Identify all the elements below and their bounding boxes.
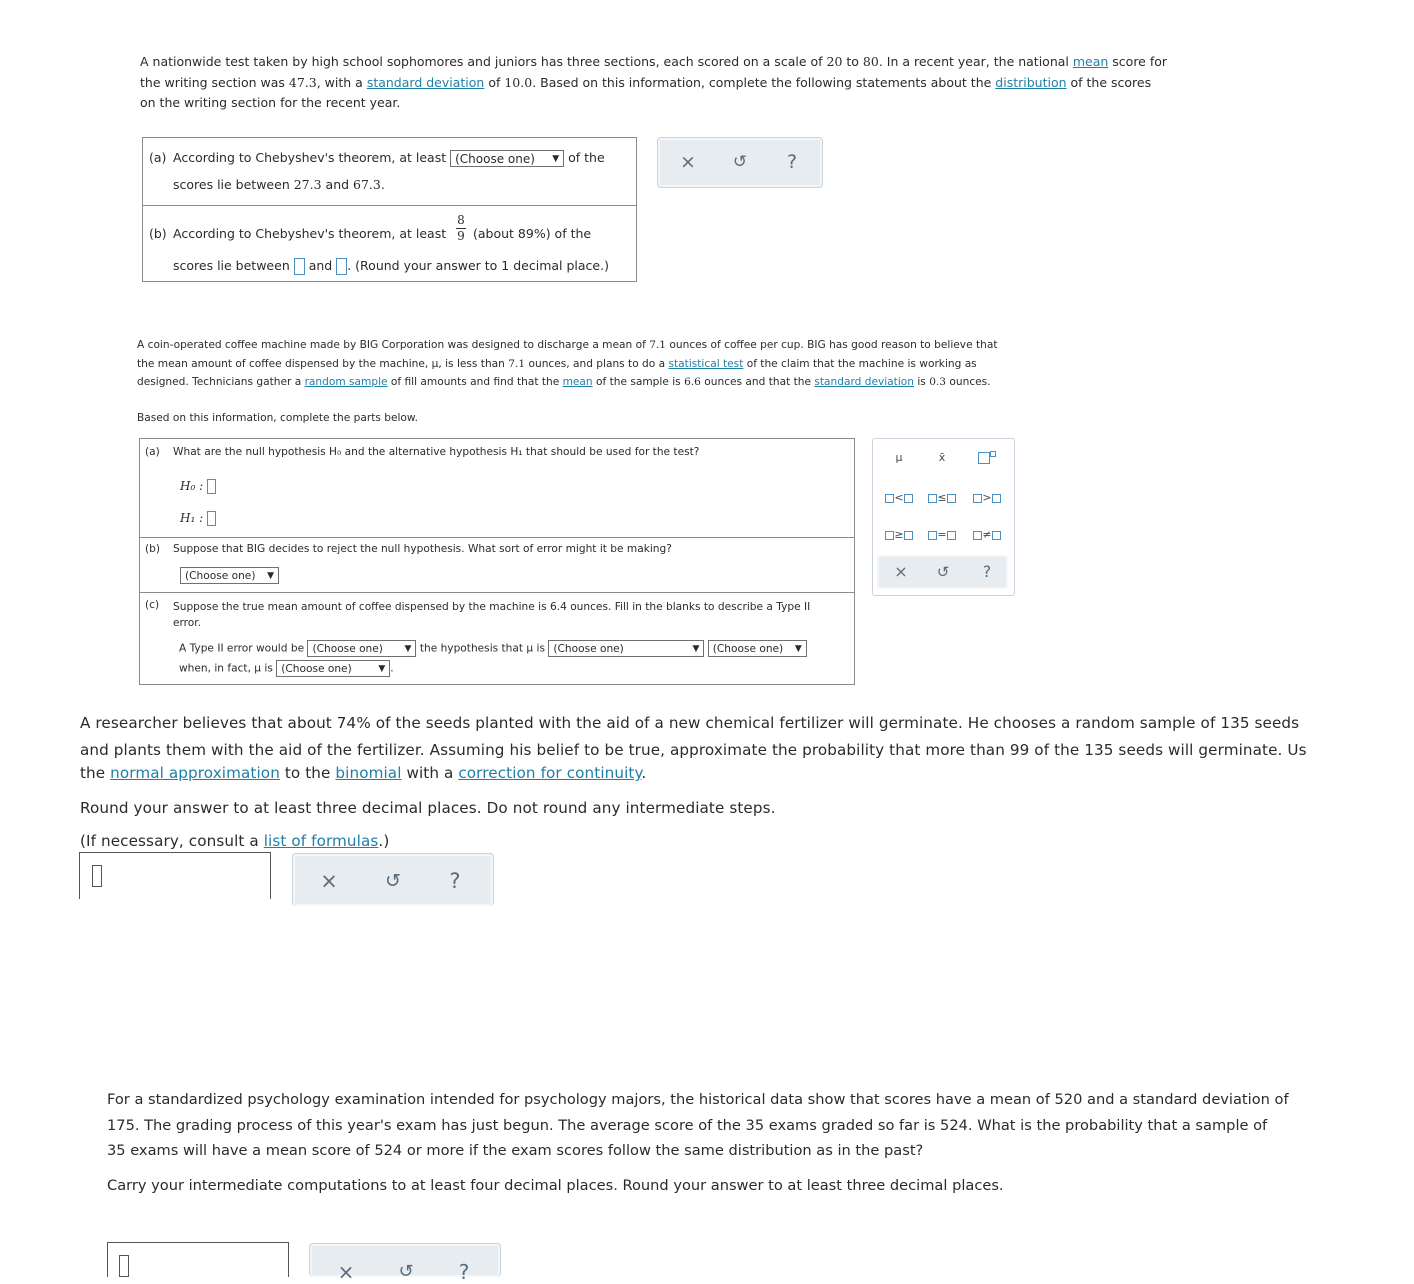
part-c-label: (c) bbox=[145, 599, 160, 611]
text: with a bbox=[401, 764, 459, 782]
intro-text: ounces and that the bbox=[700, 376, 815, 388]
h1-input[interactable] bbox=[207, 511, 216, 526]
type2-dropdown-action[interactable] bbox=[307, 640, 416, 657]
dropdown-value: (Choose one) bbox=[455, 152, 535, 166]
greater-than-symbol[interactable] bbox=[969, 491, 1005, 504]
part-a-statement: According to Chebyshev's theorem, at least bbox=[173, 150, 447, 165]
part-c-line1 bbox=[179, 640, 807, 657]
input-cursor-icon bbox=[119, 1255, 129, 1277]
part-c-line2 bbox=[179, 660, 394, 677]
divider bbox=[140, 592, 854, 593]
clear-icon[interactable]: × bbox=[894, 562, 908, 581]
distribution-link[interactable]: distribution bbox=[995, 74, 1067, 90]
correction-for-continuity-link[interactable]: correction for continuity bbox=[458, 764, 642, 782]
range-suffix: . bbox=[380, 177, 385, 192]
dropdown-value: (Choose one) bbox=[553, 643, 624, 655]
part-b-text: Suppose that BIG decides to reject the null hypothesis. What sort of error might it be making? bbox=[173, 543, 672, 555]
problem3-round: Round your answer to at least three decimal places. Do not round any intermediate steps. bbox=[80, 798, 776, 817]
part-b-label: (b) bbox=[145, 543, 160, 555]
intro-number: 10.0 bbox=[504, 74, 533, 90]
op-ne: ≠ bbox=[982, 528, 992, 541]
type2-text: A Type II error would be bbox=[179, 642, 305, 655]
dropdown-arrow-icon: ▼ bbox=[552, 154, 560, 164]
mean-link[interactable]: mean bbox=[562, 376, 593, 388]
problem3-line2: and plants them with the aid of the fertilizer. Assuming his belief to be true, approximate the probability that more than 99 of the 135 seeds will germinate. Us bbox=[80, 740, 1307, 759]
dropdown-value: (Choose one) bbox=[712, 643, 784, 655]
help-icon[interactable]: ? bbox=[449, 869, 461, 893]
text: .) bbox=[378, 832, 390, 850]
op-le: ≤ bbox=[937, 491, 947, 504]
range-high: 67.3 bbox=[353, 177, 381, 192]
op-eq: = bbox=[937, 528, 947, 541]
intro-text: . Based on this information, complete the following statements about the bbox=[532, 74, 996, 90]
problem2-based: Based on this information, complete the parts below. bbox=[137, 412, 418, 424]
intro-number: 80 bbox=[862, 54, 879, 69]
intro-number: 20 bbox=[826, 54, 843, 69]
round-instruction: . (Round your answer to 1 decimal place.) bbox=[347, 258, 609, 273]
intro-text: of the sample is bbox=[592, 376, 685, 388]
undo-icon[interactable]: ↺ bbox=[936, 563, 950, 581]
range-and: and bbox=[321, 177, 354, 192]
problem4-toolbar bbox=[309, 1243, 501, 1284]
part-c-text: Suppose the true mean amount of coffee dispensed by the machine is 6.4 ounces. Fill in the blanks to describe a Type II error. bbox=[173, 601, 811, 629]
part-b-dropdown[interactable] bbox=[180, 567, 279, 584]
undo-icon[interactable]: ↺ bbox=[732, 152, 748, 172]
text: (If necessary, consult a bbox=[80, 832, 264, 850]
range-text: scores lie between bbox=[173, 177, 294, 192]
problem1-answer-box bbox=[142, 137, 637, 282]
divider bbox=[143, 205, 636, 206]
undo-icon[interactable]: ↺ bbox=[385, 870, 401, 892]
part-b-text2: (about 89%) of the bbox=[473, 226, 592, 241]
intro-text: is bbox=[913, 376, 930, 388]
dropdown-value: (Choose one) bbox=[281, 663, 352, 675]
dropdown-value: (Choose one) bbox=[312, 643, 383, 655]
clear-icon[interactable]: × bbox=[337, 1260, 355, 1284]
h0-label: H₀ : bbox=[180, 479, 204, 493]
intro-text: A nationwide test taken by high school sophomores and juniors has three sections, each scored on a scale of bbox=[140, 54, 827, 69]
part-b-range bbox=[173, 258, 609, 275]
superscript-symbol[interactable] bbox=[969, 451, 1005, 464]
less-equal-symbol[interactable] bbox=[924, 491, 960, 504]
problem4-line1: For a standardized psychology examination intended for psychology majors, the historical data show that scores have a mean of 520 and a standard deviation of bbox=[107, 1091, 1289, 1108]
problem4-line3: 35 exams will have a mean score of 524 or more if the exam scores follow the same distribution as in the past? bbox=[107, 1142, 924, 1159]
part-a-text: What are the null hypothesis H₀ and the alternative hypothesis H₁ that should be used for the test? bbox=[173, 446, 700, 458]
problem3-toolbar bbox=[292, 853, 494, 906]
intro-text: of bbox=[484, 74, 505, 90]
type2-dropdown-relation[interactable] bbox=[548, 640, 704, 657]
part-a-label: (a) bbox=[149, 150, 167, 165]
statistical-test-link[interactable]: statistical test bbox=[668, 357, 744, 370]
part-a-statement-end: of the bbox=[568, 150, 605, 165]
problem2-symbol-palette bbox=[872, 438, 1015, 596]
intro-number: 7.1 bbox=[508, 357, 526, 370]
problem3-text bbox=[80, 712, 1305, 854]
intro-text: of the scores on the writing section for the recent year. bbox=[140, 74, 1152, 110]
h1-row bbox=[180, 511, 216, 526]
op-ge: ≥ bbox=[894, 528, 904, 541]
intro-number: 6.6 bbox=[684, 376, 701, 388]
undo-icon[interactable]: ↺ bbox=[398, 1261, 414, 1282]
part-b-dropdown-wrap bbox=[180, 567, 279, 584]
problem2-answer-box bbox=[139, 438, 855, 685]
standard-deviation-link[interactable]: standard deviation bbox=[814, 376, 914, 388]
help-icon[interactable]: ? bbox=[786, 151, 798, 173]
dropdown-arrow-icon: ▼ bbox=[794, 644, 802, 654]
not-equal-symbol[interactable] bbox=[969, 528, 1005, 541]
intro-number: 0.3 bbox=[929, 376, 947, 388]
intro-text: to bbox=[842, 54, 863, 69]
problem4-carry: Carry your intermediate computations to at least four decimal places. Round your answer to at least three decimal places. bbox=[107, 1176, 1004, 1194]
problem1-toolbar bbox=[657, 137, 823, 188]
intro-text: of the claim that the machine is working as designed. Technicians gather a bbox=[137, 357, 977, 388]
part-a-label: (a) bbox=[145, 446, 160, 458]
part-b-label: (b) bbox=[149, 226, 167, 241]
problem4-text bbox=[107, 1087, 1307, 1198]
problem3-consult bbox=[80, 830, 1305, 854]
intro-text: . In a recent year, the national bbox=[878, 54, 1073, 69]
problem3-line3 bbox=[80, 762, 1305, 786]
normal-approximation-link[interactable]: normal approximation bbox=[110, 764, 280, 782]
standard-deviation-link[interactable]: standard deviation bbox=[366, 74, 485, 90]
type2-text: the hypothesis that μ is bbox=[419, 642, 545, 655]
mu-symbol[interactable]: μ bbox=[895, 451, 903, 464]
type2-dropdown-value[interactable] bbox=[708, 640, 807, 657]
fraction-numerator: 8 bbox=[457, 213, 465, 227]
equal-symbol[interactable] bbox=[924, 528, 960, 541]
part-a-text bbox=[173, 150, 605, 167]
dropdown-arrow-icon: ▼ bbox=[267, 571, 274, 581]
xbar-symbol[interactable]: x̄ bbox=[938, 451, 946, 464]
binomial-link[interactable]: binomial bbox=[335, 764, 402, 782]
dropdown-arrow-icon: ▼ bbox=[404, 644, 412, 654]
clear-icon[interactable]: × bbox=[320, 869, 338, 893]
intro-text: score for the writing section was bbox=[140, 54, 1168, 90]
fraction bbox=[456, 213, 466, 243]
list-of-formulas-link[interactable]: list of formulas bbox=[263, 832, 379, 850]
random-sample-link[interactable]: random sample bbox=[304, 376, 388, 388]
type2-text: when, in fact, μ is bbox=[179, 662, 273, 675]
less-than-symbol[interactable] bbox=[881, 491, 917, 504]
problem3-answer-input[interactable] bbox=[79, 852, 271, 899]
problem3-line1: A researcher believes that about 74% of the seeds planted with the aid of a new chemical fertilizer will germinate. He chooses a random sample of 135 seeds bbox=[80, 714, 1300, 732]
range-text: scores lie between bbox=[173, 258, 290, 273]
text: to the bbox=[279, 764, 336, 782]
fraction-denominator: 9 bbox=[457, 229, 465, 243]
answer-high-input[interactable] bbox=[336, 258, 347, 275]
palette-toolbar bbox=[877, 555, 1008, 589]
intro-number: 7.1 bbox=[649, 339, 667, 351]
range-low: 27.3 bbox=[293, 177, 322, 192]
dropdown-arrow-icon: ▼ bbox=[692, 644, 700, 654]
part-a-dropdown[interactable] bbox=[450, 150, 564, 167]
divider bbox=[140, 537, 854, 538]
text: . bbox=[641, 764, 647, 782]
intro-text: ounces. bbox=[946, 376, 991, 388]
part-a-range bbox=[173, 177, 385, 192]
clear-icon[interactable]: × bbox=[680, 151, 696, 173]
dropdown-arrow-icon: ▼ bbox=[378, 664, 386, 674]
intro-text: ounces, and plans to do a bbox=[525, 357, 669, 370]
problem4-answer-input[interactable] bbox=[107, 1242, 289, 1277]
input-cursor-icon bbox=[92, 865, 102, 887]
range-and: and bbox=[308, 258, 333, 273]
period: . bbox=[390, 662, 394, 675]
h0-row bbox=[180, 479, 216, 494]
dropdown-value: (Choose one) bbox=[185, 570, 256, 582]
part-b-text: According to Chebyshev's theorem, at least bbox=[173, 226, 447, 241]
op-gt: > bbox=[982, 491, 992, 504]
answer-low-input[interactable] bbox=[294, 258, 305, 275]
h1-label: H₁ : bbox=[180, 511, 204, 525]
mean-link[interactable]: mean bbox=[1072, 54, 1109, 69]
intro-text: ounces of coffee per cup. BIG has good reason to believe that the mean amount of coffee dispensed by the machine, μ, is less than bbox=[137, 339, 998, 370]
greater-equal-symbol[interactable] bbox=[881, 528, 917, 541]
help-icon[interactable]: ? bbox=[982, 562, 992, 581]
intro-text: of fill amounts and find that the bbox=[387, 376, 563, 388]
problem2-intro bbox=[137, 336, 1017, 392]
problem4-line2: 175. The grading process of this year's exam has just begun. The average score of the 35 exams graded so far is 524. What is the probability that a sample of bbox=[107, 1116, 1268, 1134]
intro-text: A coin-operated coffee machine made by BIG Corporation was designed to discharge a mean of bbox=[137, 339, 650, 351]
op-lt: < bbox=[894, 491, 904, 504]
text: the bbox=[80, 764, 111, 782]
problem1-intro bbox=[140, 52, 1170, 114]
help-icon[interactable]: ? bbox=[458, 1260, 470, 1284]
h0-input[interactable] bbox=[207, 479, 216, 494]
type2-dropdown-actual[interactable] bbox=[276, 660, 390, 677]
intro-text: , with a bbox=[316, 74, 367, 90]
intro-number: 47.3 bbox=[288, 74, 317, 90]
